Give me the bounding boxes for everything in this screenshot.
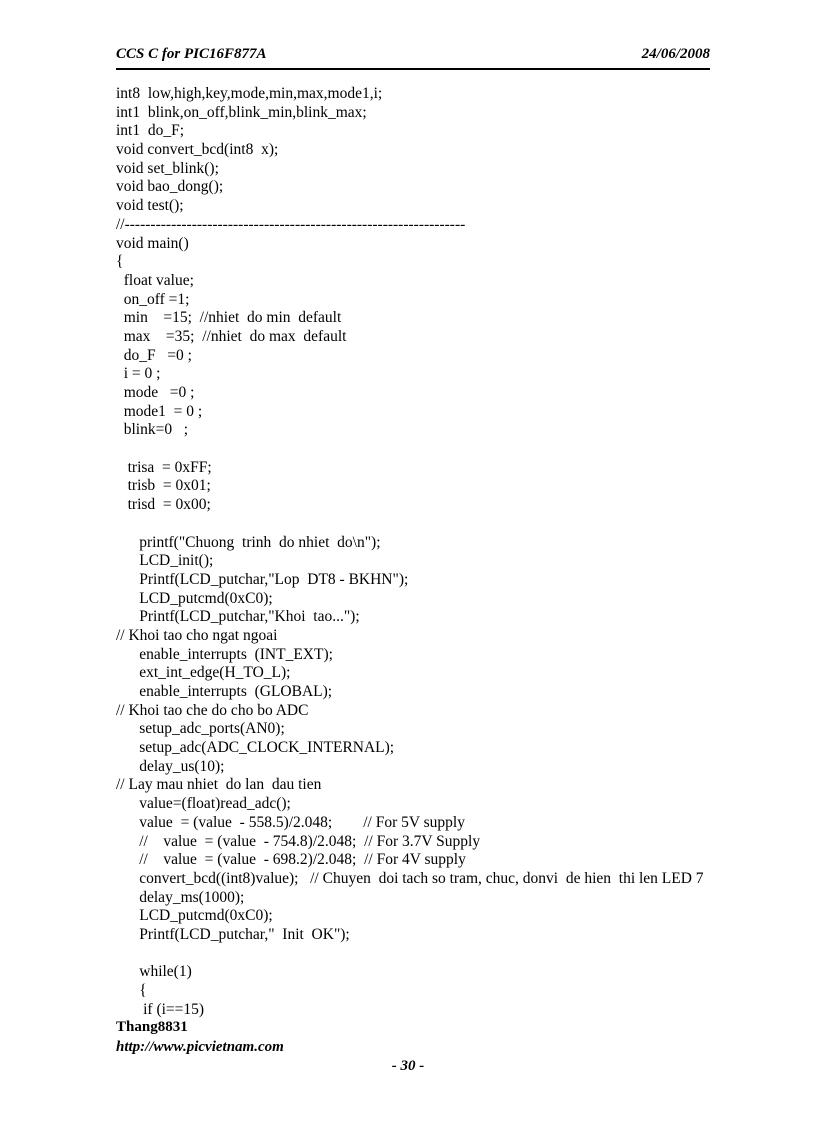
code-line: //------------------------------------------------------------------ bbox=[116, 215, 466, 233]
code-line: void bao_dong(); bbox=[116, 178, 224, 196]
code-line: on_off =1; bbox=[116, 290, 190, 308]
code-line: do_F =0 ; bbox=[116, 346, 192, 364]
page-header bbox=[116, 46, 710, 70]
code-line: // Khoi tao che do cho bo ADC bbox=[116, 701, 309, 719]
document-title: CCS C for PIC16F877A bbox=[116, 46, 267, 62]
code-line: int1 do_F; bbox=[116, 122, 185, 140]
code-line bbox=[116, 945, 736, 964]
code-line bbox=[116, 440, 736, 459]
code-line: mode =0 ; bbox=[116, 384, 195, 401]
footer-author: Thang8831 bbox=[116, 1019, 188, 1035]
code-line: int8 low,high,key,mode,min,max,mode1,i; bbox=[116, 85, 383, 102]
footer-url[interactable]: http://www.picvietnam.com bbox=[116, 1039, 284, 1055]
code-line: trisa = 0xFF; bbox=[116, 458, 212, 476]
code-line: while(1) bbox=[116, 963, 192, 981]
code-line: void convert_bcd(int8 x); bbox=[116, 141, 279, 159]
code-line: mode1 = 0 ; bbox=[116, 402, 203, 420]
page-number: - 30 - bbox=[391, 1058, 425, 1074]
code-line: printf("Chuong trinh do nhiet do\n"); bbox=[116, 533, 381, 551]
code-line: Printf(LCD_putchar,"Khoi tao..."); bbox=[116, 608, 360, 626]
code-line: // Lay mau nhiet do lan dau tien bbox=[116, 776, 322, 794]
code-line: trisb = 0x01; bbox=[116, 477, 211, 495]
code-line: enable_interrupts (GLOBAL); bbox=[116, 683, 333, 700]
code-line: convert_bcd((int8)value); // Chuyen doi tach so tram, chuc, donvi de hien thi len LED 7 bbox=[116, 869, 704, 887]
code-listing bbox=[116, 85, 736, 1019]
code-line: Printf(LCD_putchar," Init OK"); bbox=[116, 925, 350, 943]
code-line: // value = (value - 754.8)/2.048; // For 3.7V Supply bbox=[116, 832, 481, 850]
code-line: value=(float)read_adc(); bbox=[116, 795, 291, 813]
code-line: void set_blink(); bbox=[116, 159, 219, 177]
code-line: { bbox=[116, 982, 147, 999]
code-line: setup_adc(ADC_CLOCK_INTERNAL); bbox=[116, 739, 395, 757]
document-date: 24/06/2008 bbox=[641, 46, 710, 62]
code-line: setup_adc_ports(AN0); bbox=[116, 720, 285, 738]
code-line: LCD_putcmd(0xC0); bbox=[116, 907, 273, 925]
code-line: // Khoi tao cho ngat ngoai bbox=[116, 626, 278, 644]
code-line: delay_ms(1000); bbox=[116, 888, 245, 906]
code-line: delay_us(10); bbox=[116, 757, 225, 775]
code-line: enable_interrupts (INT_EXT); bbox=[116, 645, 333, 663]
code-line: void test(); bbox=[116, 197, 184, 215]
code-line: float value; bbox=[116, 271, 194, 289]
code-line: void main() bbox=[116, 234, 189, 252]
code-line: trisd = 0x00; bbox=[116, 496, 211, 514]
code-line: ext_int_edge(H_TO_L); bbox=[116, 664, 291, 682]
code-line: value = (value - 558.5)/2.048; // For 5V supply bbox=[116, 813, 465, 831]
code-line: int1 blink,on_off,blink_min,blink_max; bbox=[116, 103, 367, 121]
code-line: if (i==15) bbox=[116, 1000, 205, 1018]
code-line: Printf(LCD_putchar,"Lop DT8 - BKHN"); bbox=[116, 570, 409, 588]
code-line bbox=[116, 515, 736, 534]
code-line: LCD_init(); bbox=[116, 552, 214, 570]
code-line: i = 0 ; bbox=[116, 365, 161, 383]
code-line: // value = (value - 698.2)/2.048; // For 4V supply bbox=[116, 851, 466, 869]
code-line: { bbox=[116, 253, 124, 271]
code-line: blink=0 ; bbox=[116, 421, 189, 439]
code-line: min =15; //nhiet do min default bbox=[116, 309, 342, 327]
code-line: LCD_putcmd(0xC0); bbox=[116, 589, 273, 607]
code-line: max =35; //nhiet do max default bbox=[116, 327, 347, 345]
